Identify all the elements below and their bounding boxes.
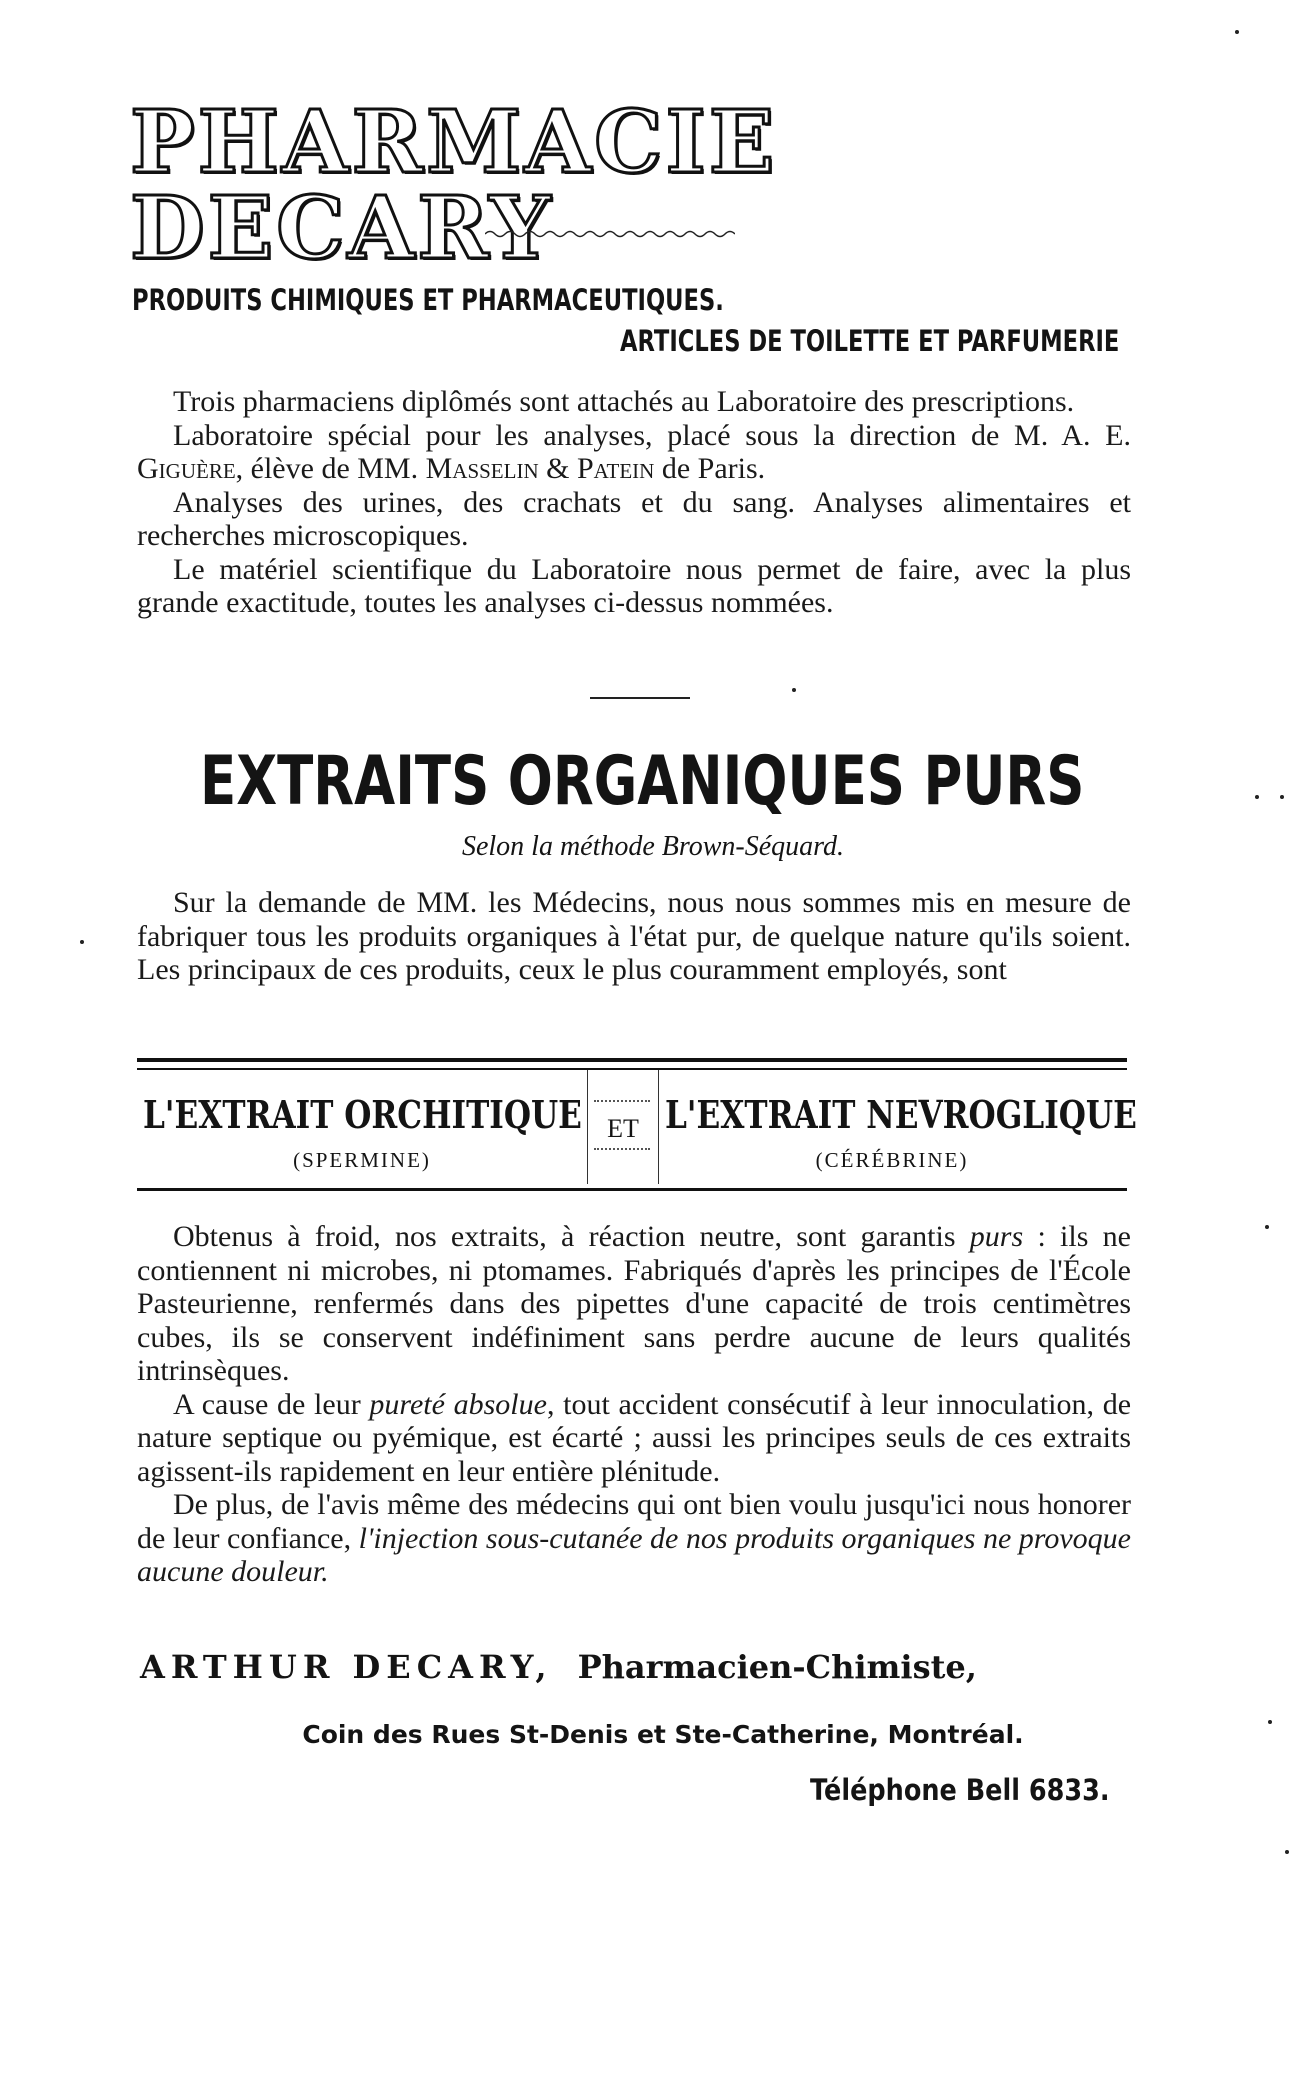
text-run: A cause de leur [173, 1387, 370, 1421]
products-heading: PRODUITS CHIMIQUES ET PHARMACEUTIQUES. [132, 283, 724, 317]
intro-paragraph [137, 419, 1131, 486]
body-paragraph [137, 1220, 1131, 1388]
scan-speck [1280, 795, 1284, 799]
page-title: PHARMACIE DECARY [130, 100, 1120, 272]
extract-name: L'EXTRAIT ORCHITIQUE [143, 1092, 582, 1137]
text-run: & [538, 452, 577, 485]
intro-paragraph: Analyses des urines, des crachats et du sang. Analyses alimentaires et recherches microscopiques. [137, 485, 1131, 552]
text-run: De plus, de l'avis même des médecins qui ont bien voulu jusqu'ici nous honorer de leur confiance, [137, 1488, 1131, 1555]
scan-speck [792, 688, 796, 692]
name-giguere: Giguère [137, 452, 236, 485]
section-heading: EXTRAITS ORGANIQUES PURS [200, 742, 1085, 821]
extraits-text [137, 886, 1131, 987]
intro-paragraph: Le matériel scientifique du Laboratoire nous permet de faire, avec la plus grande exactitude, toutes les analyses ci-dessus nommées. [137, 552, 1131, 619]
table-cell-et [587, 1070, 659, 1184]
scan-speck [1268, 1720, 1272, 1724]
signatory-role: Pharmacien-Chimiste, [577, 1648, 977, 1686]
extract-subname: (CÉRÉBRINE) [815, 1148, 969, 1172]
signatory-name: ARTHUR DECARY, [140, 1648, 553, 1686]
emphasis: purs [969, 1220, 1024, 1253]
extract-subname: (SPERMINE) [293, 1148, 431, 1172]
wavy-divider [485, 228, 735, 240]
extraits-paragraph: Sur la demande de MM. les Médecins, nous nous sommes mis en mesure de fabriquer tous les produits organiques à l'état pur, de quelque nature qu'ils soient. Les principaux de ces produits, ceux le plus couramment employés, sont [137, 886, 1131, 986]
section-subtitle: Selon la méthode Brown-Séquard. [461, 831, 845, 862]
signature [140, 1648, 977, 1686]
conjunction: ET [607, 1114, 639, 1143]
scan-speck [1265, 1225, 1269, 1229]
text-run: , élève de MM. [235, 452, 426, 485]
articles-heading: ARTICLES DE TOILETTE ET PARFUMERIE [620, 324, 1120, 358]
emphasis: l'injection sous-cutanée de nos produits organiques ne provoque aucune douleur. [137, 1521, 1131, 1588]
text-run: , tout accident consécutif à leur innoculation, de nature septique ou pyémique, est écarté ; aussi les principes seuls de ces extraits agissent-ils rapidement en leur entière plénitude. [137, 1387, 1132, 1488]
section-rule [590, 697, 690, 699]
address: Coin des Rues St-Denis et Ste-Catherine, Montréal. [302, 1720, 1024, 1749]
intro-paragraph: Trois pharmaciens diplômés sont attachés au Laboratoire des prescriptions. [173, 385, 1075, 418]
emphasis: pureté absolue [369, 1387, 547, 1421]
table-cell-orchitique [137, 1070, 587, 1184]
body-paragraph [137, 1388, 1131, 1489]
intro-text [137, 385, 1131, 620]
text-run: Laboratoire spécial pour les analyses, placé sous la direction de M. A. E. [173, 418, 1131, 452]
body-paragraph [137, 1488, 1131, 1589]
text-run: : ils ne contiennent ni microbes, ni ptomames. Fabriqués d'après les principes de l'École Pasteurienne, renfermés dans des pipettes d'une capacité de trois centimètres cubes, ils se conservent indéfiniment sans perdre aucune de leurs qualités intrinsèques. [137, 1220, 1132, 1387]
dotted-line [594, 1100, 650, 1102]
name-masselin: Masselin [425, 452, 539, 485]
scan-speck [1285, 1850, 1289, 1854]
text-run: Obtenus à froid, nos extraits, à réaction neutre, sont garantis [173, 1220, 970, 1253]
text-run: de Paris. [654, 452, 766, 485]
dotted-line [594, 1148, 650, 1150]
name-patein: Patein [576, 452, 655, 485]
scan-speck [80, 940, 84, 944]
table-cell-nevroglique [657, 1070, 1137, 1184]
scan-speck [1235, 30, 1239, 34]
body-text [137, 1220, 1131, 1589]
telephone: Téléphone Bell 6833. [810, 1773, 1110, 1807]
extract-name: L'EXTRAIT NEVROGLIQUE [665, 1092, 1137, 1137]
scan-speck [1255, 795, 1259, 799]
